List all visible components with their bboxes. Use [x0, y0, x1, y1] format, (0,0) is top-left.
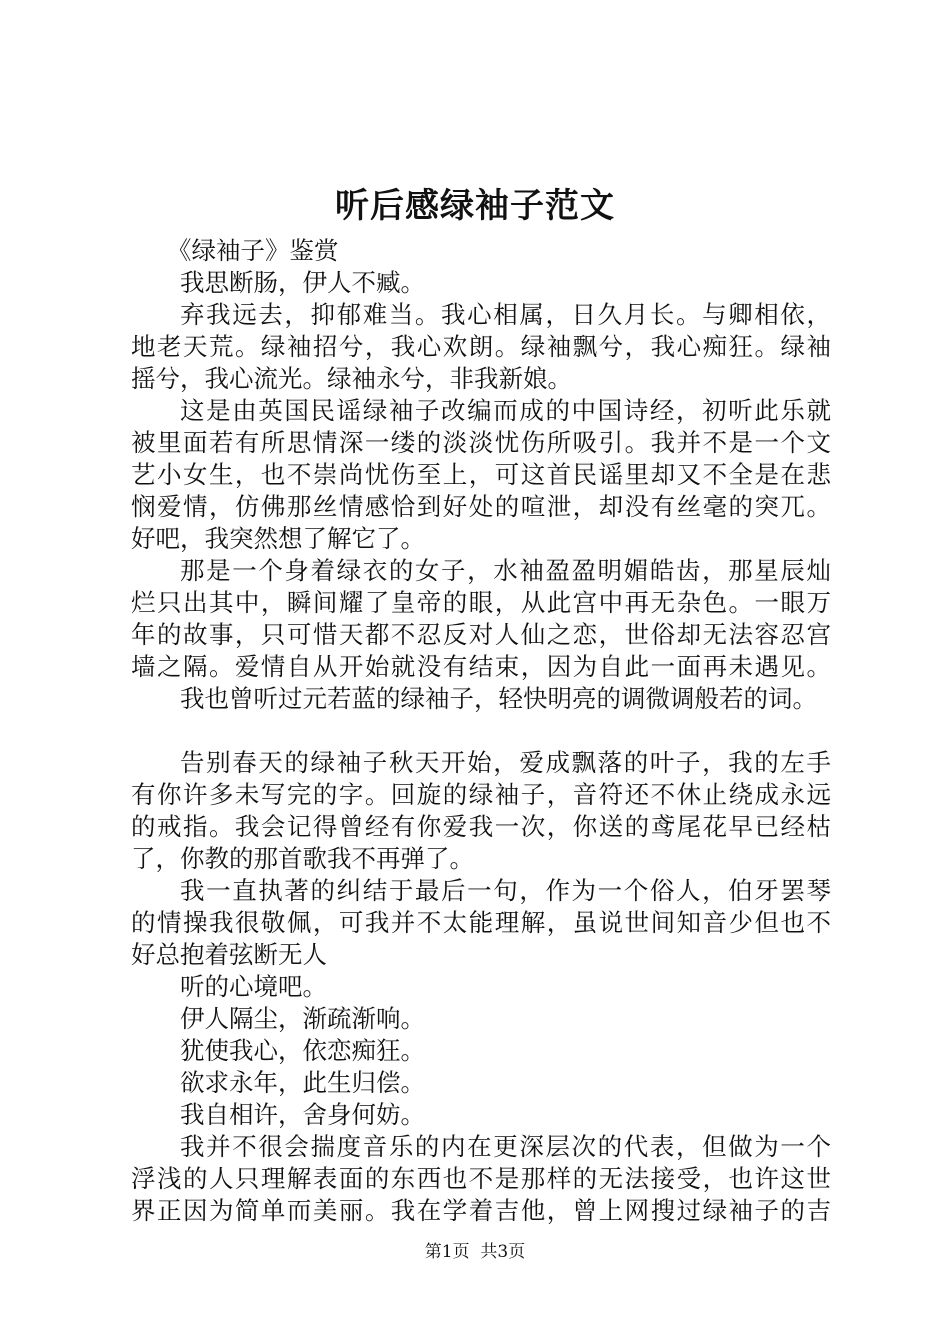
paragraph-line: 摇兮，我心流光。绿袖永兮，非我新娘。 — [131, 364, 572, 393]
paragraph-line: 了，你教的那首歌我不再弹了。 — [131, 844, 474, 873]
poem-line: 欲求永年，此生归偿。 — [180, 1068, 425, 1097]
paragraph-line: 好吧，我突然想了解它了。 — [131, 524, 425, 553]
paragraph-line: 界正因为简单而美丽。我在学着吉他，曾上网搜过绿袖子的吉 — [131, 1196, 831, 1225]
paragraph-line: 我并不很会揣度音乐的内在更深层次的代表，但做为一个 — [180, 1132, 831, 1161]
paragraph-line: 艺小女生，也不崇尚忧伤至上，可这首民谣里却又不全是在悲 — [131, 460, 831, 489]
poem-line: 我自相许，舍身何妨。 — [180, 1100, 425, 1129]
poem-line: 我思断肠，伊人不臧。 — [180, 268, 425, 297]
paragraph-line: 这是由英国民谣绿袖子改编而成的中国诗经，初听此乐就 — [180, 396, 831, 425]
paragraph-line: 悯爱情，仿佛那丝情感恰到好处的喧泄，却没有丝毫的突兀。 — [131, 492, 831, 521]
paragraph-line: 我也曾听过元若蓝的绿袖子，轻快明亮的调微调般若的词。 — [180, 684, 817, 713]
paragraph-line: 的戒指。我会记得曾经有你爱我一次，你送的鸢尾花早已经枯 — [131, 812, 831, 841]
paragraph-line: 弃我远去，抑郁难当。我心相属，日久月长。与卿相依， — [180, 300, 831, 329]
poem-line: 犹使我心，依恋痴狂。 — [180, 1036, 425, 1065]
paragraph-line: 的情操我很敬佩，可我并不太能理解，虽说世间知音少但也不 — [131, 908, 831, 937]
blank-line — [131, 715, 831, 747]
poem-line: 伊人隔尘，渐疏渐响。 — [180, 1004, 425, 1033]
paragraph-line: 那是一个身着绿衣的女子，水袖盈盈明媚皓齿，那星辰灿 — [180, 556, 831, 585]
page-number-label: 第1页 共3页 — [424, 1242, 526, 1262]
paragraph-line: 浮浅的人只理解表面的东西也不是那样的无法接受，也许这世 — [131, 1164, 831, 1193]
page-footer — [0, 1240, 950, 1264]
paragraph-line: 墙之隔。爱情自从开始就没有结束，因为自此一面再未遇见。 — [131, 652, 831, 681]
document-body — [131, 235, 831, 1227]
paragraph-line: 告别春天的绿袖子秋天开始，爱成飘落的叶子，我的左手 — [180, 748, 831, 777]
paragraph-line: 烂只出其中，瞬间耀了皇帝的眼，从此宫中再无杂色。一眼万 — [131, 588, 831, 617]
paragraph-line: 被里面若有所思情深一缕的淡淡忧伤所吸引。我并不是一个文 — [131, 428, 831, 457]
paragraph-line: 年的故事，只可惜天都不忍反对人仙之恋，世俗却无法容忍宫 — [131, 620, 831, 649]
paragraph-line: 好总抱着弦断无人 — [131, 940, 327, 969]
subtitle-line: 《绿袖子》鉴赏 — [167, 236, 339, 265]
paragraph-line: 地老天荒。绿袖招兮，我心欢朗。绿袖飘兮，我心痴狂。绿袖 — [131, 332, 831, 361]
paragraph-line: 有你许多未写完的字。回旋的绿袖子，音符还不休止绕成永远 — [131, 780, 831, 809]
document-title: 听后感绿袖子范文 — [335, 186, 615, 226]
paragraph-line: 听的心境吧。 — [180, 972, 327, 1001]
paragraph-line: 我一直执著的纠结于最后一句，作为一个俗人，伯牙罢琴 — [180, 876, 831, 905]
